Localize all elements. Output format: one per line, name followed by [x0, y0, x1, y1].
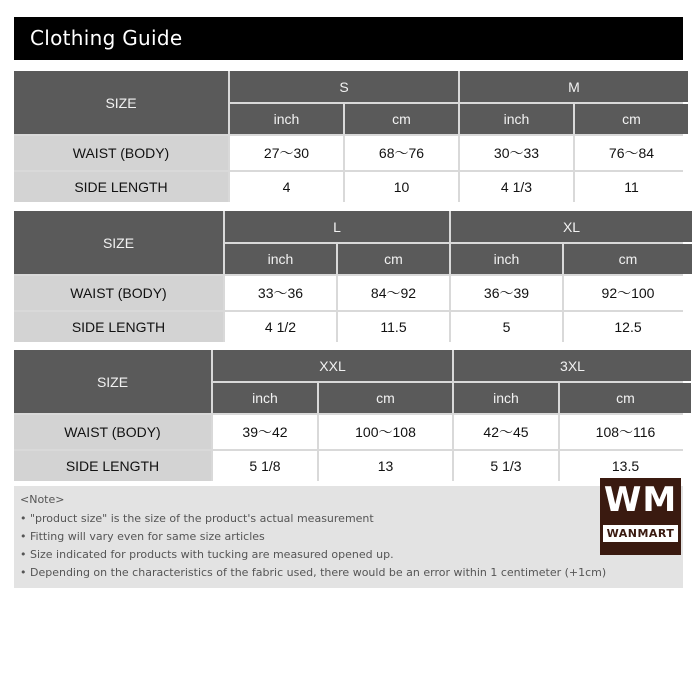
row-label: SIDE LENGTH	[14, 172, 228, 202]
table-cell: 5 1/3	[454, 451, 558, 481]
size-table	[14, 350, 683, 481]
size-table	[14, 71, 683, 202]
table-cell: 4 1/2	[225, 312, 336, 342]
size-group-header: XL	[451, 211, 692, 242]
table-cell: 12.5	[564, 312, 692, 342]
row-label: SIDE LENGTH	[14, 451, 211, 481]
size-header: SIZE	[14, 211, 223, 274]
table-cell: 84～92	[338, 276, 449, 310]
table-cell: 11.5	[338, 312, 449, 342]
table-cell: 42～45	[454, 415, 558, 449]
note-item: • Size indicated for products with tucking are measured opened up.	[20, 548, 394, 561]
notes-section	[14, 486, 683, 588]
table-cell: 4 1/3	[460, 172, 573, 202]
size-header: SIZE	[14, 350, 211, 413]
table-cell: 11	[575, 172, 688, 202]
table-cell: 108～116	[560, 415, 691, 449]
row-label: WAIST (BODY)	[14, 136, 228, 170]
table-cell: 5	[451, 312, 562, 342]
unit-header: cm	[575, 104, 688, 134]
logo-band	[603, 525, 678, 542]
size-group-header: S	[230, 71, 458, 102]
size-group-header: M	[460, 71, 688, 102]
table-cell: 27～30	[230, 136, 343, 170]
size-table	[14, 211, 683, 342]
unit-header: cm	[345, 104, 458, 134]
table-cell: 36～39	[451, 276, 562, 310]
page-title: Clothing Guide	[14, 17, 683, 60]
note-item: • "product size" is the size of the product's actual measurement	[20, 512, 374, 525]
unit-header: inch	[230, 104, 343, 134]
table-cell: 4	[230, 172, 343, 202]
logo-name: WANMART	[606, 527, 675, 540]
table-cell: 5 1/8	[213, 451, 317, 481]
table-cell: 13	[319, 451, 452, 481]
note-item: • Depending on the characteristics of the fabric used, there would be an error within 1 centimeter (+1cm)	[20, 566, 607, 579]
table-cell: 33～36	[225, 276, 336, 310]
table-cell: 76～84	[575, 136, 688, 170]
wanmart-logo	[600, 478, 681, 555]
unit-header: inch	[451, 244, 562, 274]
size-group-header: XXL	[213, 350, 452, 381]
table-cell: 39～42	[213, 415, 317, 449]
table-cell: 92～100	[564, 276, 692, 310]
unit-header: inch	[454, 383, 558, 413]
size-group-header: 3XL	[454, 350, 691, 381]
logo-mark: WM	[603, 480, 678, 520]
table-cell: 13.5	[560, 451, 691, 481]
table-cell: 10	[345, 172, 458, 202]
table-cell: 100～108	[319, 415, 452, 449]
unit-header: cm	[560, 383, 691, 413]
row-label: WAIST (BODY)	[14, 276, 223, 310]
row-label: SIDE LENGTH	[14, 312, 223, 342]
unit-header: inch	[460, 104, 573, 134]
size-group-header: L	[225, 211, 449, 242]
unit-header: inch	[225, 244, 336, 274]
notes-heading: <Note>	[20, 493, 65, 506]
table-cell: 30～33	[460, 136, 573, 170]
unit-header: cm	[338, 244, 449, 274]
table-cell: 68～76	[345, 136, 458, 170]
unit-header: cm	[564, 244, 692, 274]
note-item: • Fitting will vary even for same size articles	[20, 530, 265, 543]
row-label: WAIST (BODY)	[14, 415, 211, 449]
unit-header: inch	[213, 383, 317, 413]
unit-header: cm	[319, 383, 452, 413]
size-header: SIZE	[14, 71, 228, 134]
